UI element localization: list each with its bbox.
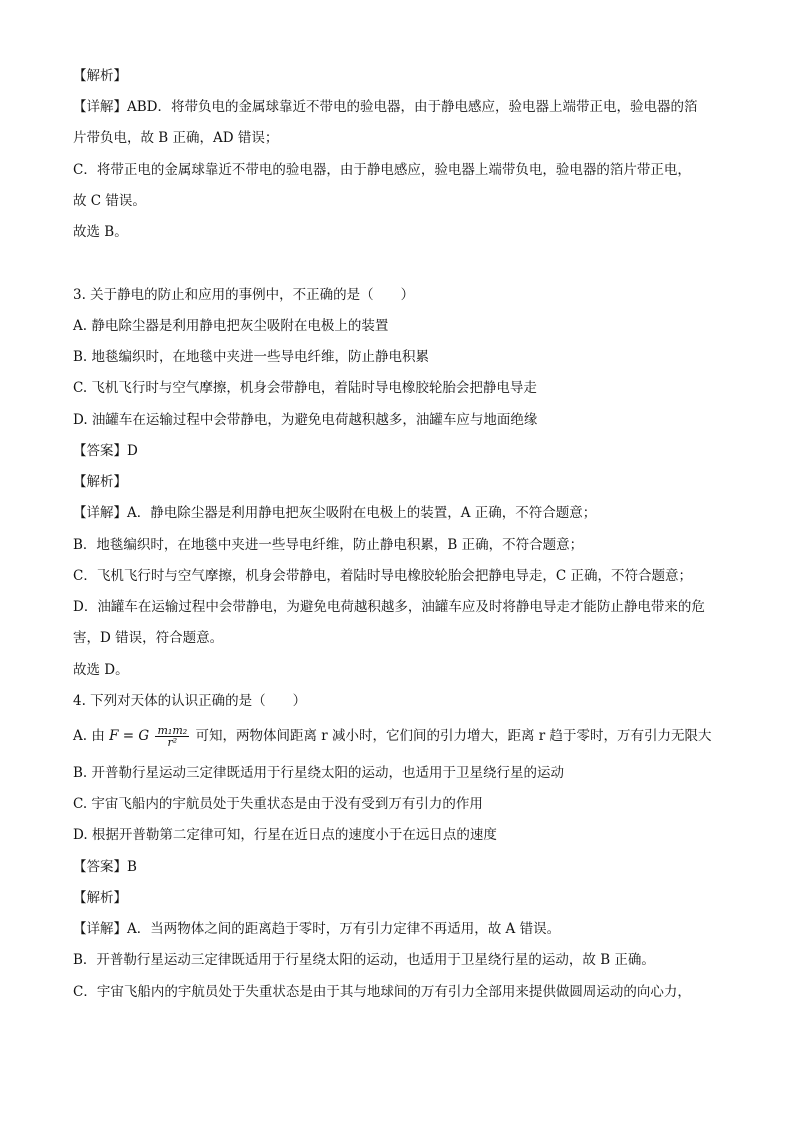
analysis-label: 【解析】 [73,474,127,490]
text-line: 害，D 错误，符合题意。 [73,630,224,646]
text-line: B．开普勒行星运动三定律既适用于行星绕太阳的运动，也适用于卫星绕行星的运动，故 B 正确。 [73,952,655,968]
option-d: D. 根据开普勒第二定律可知，行星在近日点的速度小于在远日点的速度 [73,827,497,843]
answer-label: 【答案】D [73,443,138,459]
analysis-label: 【解析】 [73,890,127,906]
option-a: A. 静电除尘器是利用静电把灰尘吸附在电极上的装置 [73,318,389,334]
question-4-stem: 4. 下列对天体的认识正确的是（ ） [73,693,307,709]
formula-suffix: 可知，两物体间距离 r 减小时，它们间的引力增大，距离 r 趋于零时，万有引力无限大 [195,728,712,744]
formula-prefix: A. 由 [73,728,105,744]
text-line: 【详解】A．静电除尘器是利用静电把灰尘吸附在电极上的装置，A 正确，不符合题意； [73,505,597,521]
text-line: C．宇宙飞船内的宇航员处于失重状态是由于其与地球间的万有引力全部用来提供做圆周运动的向心力， [73,984,691,1000]
formula-denominator: r² [167,736,178,749]
question-3-stem: 3. 关于静电的防止和应用的事例中，不正确的是（ ） [73,287,415,303]
text-line: 【解析】 [73,68,127,84]
text-line: 故选 D。 [73,662,129,678]
option-b: B. 开普勒行星运动三定律既适用于行星绕太阳的运动，也适用于卫星绕行星的运动 [73,765,565,781]
text-line: C．飞机飞行时与空气摩擦，机身会带静电，着陆时导电橡胶轮胎会把静电导走，C 正确，不符合题意； [73,568,692,584]
option-c: C. 宇宙飞船内的宇航员处于失重状态是由于没有受到万有引力的作用 [73,796,483,812]
text-line: B．地毯编织时，在地毯中夹进一些导电纤维，防止静电积累，B 正确，不符合题意； [73,537,584,553]
text-line: C．将带正电的金属球靠近不带电的验电器，由于静电感应，验电器上端带负电，验电器的箔片带正电， [73,162,691,178]
option-d: D. 油罐车在运输过程中会带静电，为避免电荷越积越多，油罐车应与地面绝缘 [73,412,538,428]
answer-label: 【答案】B [73,859,137,875]
text-line: 故选 B。 [73,224,128,240]
option-c: C. 飞机飞行时与空气摩擦，机身会带静电，着陆时导电橡胶轮胎会把静电导走 [73,380,537,396]
formula-fraction [155,725,189,748]
option-b: B. 地毯编织时，在地毯中夹进一些导电纤维，防止静电积累 [73,349,430,365]
text-line: 【详解】ABD．将带负电的金属球靠近不带电的验电器，由于静电感应，验电器上端带正电，验电器的箔 [73,99,698,115]
formula-numerator: m₁m₂ [157,724,188,737]
option-a-formula-line [73,723,712,749]
formula-lhs: F = G [109,728,150,744]
text-line: 故 C 错误。 [73,193,146,209]
text-line: 片带负电，故 B 正确，AD 错误； [73,130,279,146]
text-line: 【详解】A．当两物体之间的距离趋于零时，万有引力定律不再适用，故 A 错误。 [73,921,561,937]
text-line: D．油罐车在运输过程中会带静电，为避免电荷越积越多，油罐车应及时将静电导走才能防止静电带来的危 [73,599,705,615]
